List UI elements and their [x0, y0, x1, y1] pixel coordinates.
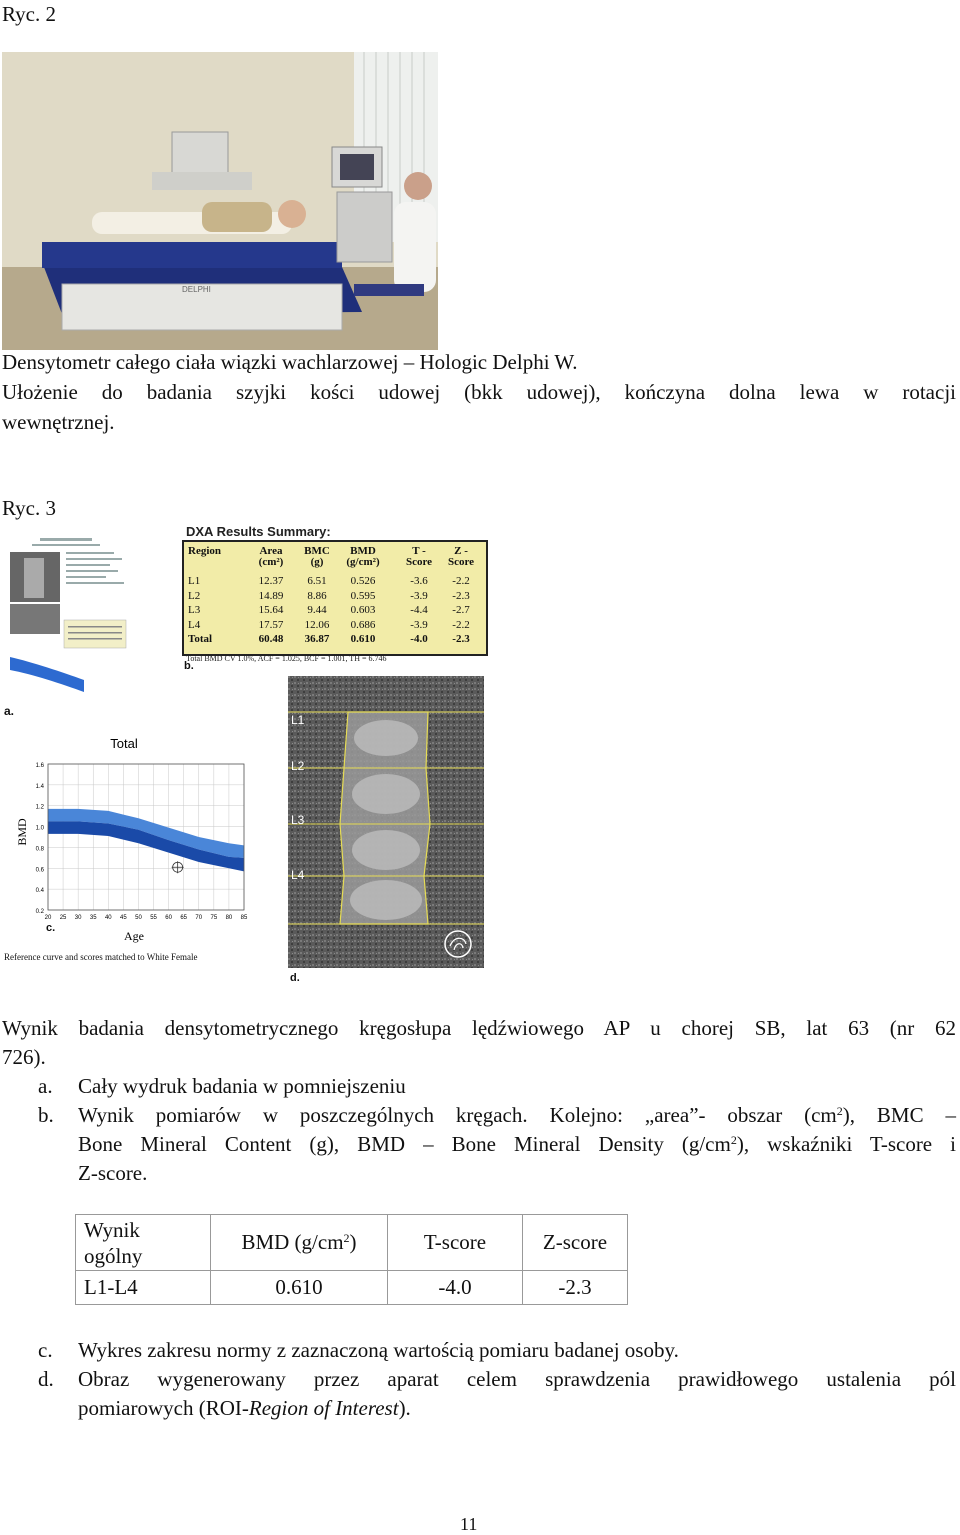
- dxa-header-cell: BMD (g/cm²): [346, 545, 380, 568]
- scan-label-l3: L3: [291, 813, 305, 827]
- dxa-table-row: [184, 618, 484, 633]
- summary-cell-region: L1-L4: [76, 1271, 211, 1305]
- y-tick-label: 1.0: [35, 825, 44, 832]
- summary-header-zscore: Z-score: [523, 1215, 628, 1271]
- x-tick-label: 45: [120, 915, 127, 921]
- y-tick-label: 0.6: [35, 867, 44, 874]
- dxa-table-row: [184, 603, 484, 618]
- x-tick-label: 55: [150, 915, 157, 921]
- list-text-c: Wykres zakresu normy z zaznaczoną wartością pomiaru badanej osoby.: [78, 1338, 679, 1362]
- list-marker-a: a.: [38, 1074, 53, 1098]
- x-tick-label: 70: [195, 915, 203, 921]
- dxa-results-table: [182, 540, 488, 656]
- y-tick-label: 1.4: [35, 783, 44, 790]
- dxa-table-cell: -3.9: [410, 618, 428, 631]
- dxa-table-cell: 12.37: [258, 575, 284, 587]
- figure-2-caption-line2: Ułożenie do badania szyjki kości udowej (bkk udowej), kończyna dolna lewa w rotacji: [2, 380, 956, 404]
- dxa-table-cell: 17.57: [258, 618, 284, 631]
- list-marker-b: b.: [38, 1103, 54, 1127]
- x-tick-label: 85: [240, 915, 248, 921]
- y-tick-label: 1.2: [35, 804, 44, 811]
- list-marker-d: d.: [38, 1367, 54, 1391]
- summary-header-bmd: BMD $(g/cm^2)$: [211, 1215, 388, 1271]
- dxa-table-cell: 8.86: [307, 589, 327, 602]
- summary-header-result: Wynik ogólny: [76, 1215, 211, 1271]
- x-tick-label: 35: [89, 915, 97, 921]
- dxa-table-row: [184, 574, 484, 589]
- panel-d-label: d.: [290, 972, 300, 984]
- y-tick-label: 1.6: [35, 763, 44, 769]
- panel-b-label: b.: [184, 660, 194, 672]
- panel-d-spine-scan: [288, 676, 484, 968]
- dxa-table-cell: -3.9: [410, 589, 428, 602]
- summary-result-table: [75, 1214, 628, 1305]
- panel-c-reference-chart: [2, 728, 252, 964]
- x-tick-label: 80: [225, 915, 233, 921]
- dxa-table-cell: 36.87: [304, 633, 330, 645]
- list-marker-c: c.: [38, 1338, 53, 1362]
- panel-c-label: c.: [46, 922, 56, 934]
- dxa-table-row: [184, 589, 484, 604]
- dxa-results-footer: Total BMD CV 1.0%, ACF = 1.025, BCF = 1.001, TH = 6.746: [186, 654, 387, 663]
- dxa-header-cell: T - Score: [405, 545, 433, 568]
- figure-2-label: Ryc. 2: [2, 2, 56, 26]
- list-text-b-line3: Z-score.: [78, 1161, 148, 1185]
- x-tick-label: 50: [135, 915, 142, 921]
- dxa-table-cell: 9.44: [307, 604, 327, 616]
- dxa-table-cell: -2.7: [452, 604, 470, 616]
- list-text-b-line2: Bone Mineral Content (g), BMD – Bone Mineral Density $(g/cm^2)$, wskaźniki T-score i: [78, 1132, 957, 1156]
- dxa-table-row: [184, 632, 484, 647]
- dxa-table-cell: 0.610: [350, 633, 376, 645]
- dxa-table-cell: -2.3: [452, 589, 470, 602]
- dxa-table-cell: -2.2: [452, 575, 470, 587]
- dxa-table-cell: -2.3: [452, 633, 470, 645]
- dxa-table-cell: -2.2: [452, 618, 470, 631]
- y-tick-label: 0.2: [35, 909, 44, 915]
- dxa-table-cell: -4.4: [410, 604, 428, 616]
- dxa-table-cell: -3.6: [410, 575, 428, 587]
- densitometer-photo: [2, 52, 438, 350]
- chart-footer-note: Reference curve and scores matched to White Female: [4, 952, 198, 962]
- figure-2-caption-line3: wewnętrznej.: [2, 410, 115, 434]
- scan-label-l1: L1: [291, 713, 305, 727]
- list-item-b: [38, 1101, 956, 1191]
- dxa-table-cell: L1: [188, 575, 201, 587]
- x-tick-label: 30: [74, 915, 82, 921]
- dxa-table-cell: Total: [188, 633, 213, 645]
- x-tick-label: 60: [165, 915, 172, 921]
- dxa-table-cell: 0.526: [350, 575, 376, 587]
- dxa-table-cell: -4.0: [410, 633, 428, 645]
- figure-2-caption-line1: Densytometr całego ciała wiązki wachlarzowej – Hologic Delphi W.: [2, 350, 578, 374]
- dxa-table-cell: L2: [188, 589, 201, 602]
- summary-cell-tscore: -4.0: [388, 1271, 523, 1305]
- dxa-table-cell: 14.89: [258, 589, 284, 602]
- dxa-table-cell: L3: [188, 604, 201, 616]
- dxa-table-cell: 0.595: [350, 589, 376, 602]
- x-tick-label: 40: [104, 915, 112, 921]
- panel-a-label: a.: [4, 704, 15, 718]
- x-tick-label: 75: [210, 915, 218, 921]
- x-tick-label: 20: [44, 915, 52, 921]
- dxa-header-cell: Z - Score: [447, 545, 475, 568]
- x-tick-label: 25: [59, 915, 67, 921]
- figure-3-label: Ryc. 3: [2, 496, 56, 520]
- dxa-table-cell: 0.686: [350, 618, 376, 631]
- body-para1-line1: Wynik badania densytometrycznego kręgosłupa lędźwiowego AP u chorej SB, lat 63 (nr 62: [2, 1016, 956, 1040]
- dxa-table-cell: 60.48: [258, 633, 284, 645]
- list-text-b-line1: Wynik pomiarów w poszczególnych kręgach. Kolejno: „area”- obszar $(cm^2)$, BMC –: [78, 1103, 956, 1127]
- list-item-d: [38, 1365, 956, 1425]
- scan-label-l4: L4: [291, 868, 305, 882]
- panel-b-dxa-results: [182, 522, 486, 666]
- dxa-table-cell: 6.51: [307, 575, 327, 587]
- dxa-table-cell: L4: [188, 618, 201, 631]
- summary-header-tscore: T-score: [388, 1215, 523, 1271]
- x-tick-label: 65: [180, 915, 188, 921]
- summary-cell-zscore: -2.3: [523, 1271, 628, 1305]
- panel-a-report-thumbnail: [2, 522, 132, 702]
- y-axis-label: BMD: [15, 818, 29, 846]
- x-axis-label: Age: [124, 929, 144, 943]
- summary-cell-bmd: 0.610: [211, 1271, 388, 1305]
- dxa-table-cell: 12.06: [304, 618, 330, 631]
- device-brand-text: DELPHI: [182, 285, 211, 294]
- dxa-table-cell: 0.603: [350, 604, 376, 616]
- chart-title: Total: [110, 736, 138, 751]
- dxa-header-cell: BMC (g): [304, 545, 330, 568]
- dxa-header-cell: Region: [188, 545, 221, 557]
- dxa-results-title: DXA Results Summary:: [186, 524, 331, 539]
- page-number: 11: [460, 1514, 478, 1534]
- y-tick-label: 0.8: [35, 846, 44, 853]
- body-para1-line2: 726).: [2, 1045, 46, 1069]
- y-tick-label: 0.4: [35, 888, 44, 895]
- dxa-header-cell: Area (cm²): [258, 545, 284, 568]
- dxa-table-cell: 15.64: [258, 604, 284, 616]
- scan-label-l2: L2: [291, 759, 305, 773]
- list-text-d-line2: pomiarowych (ROI-Region of Interest).: [78, 1396, 411, 1420]
- list-text-d-line1: Obraz wygenerowany przez aparat celem sprawdzenia prawidłowego ustalenia pól: [78, 1367, 956, 1391]
- list-text-a: Cały wydruk badania w pomniejszeniu: [78, 1074, 406, 1098]
